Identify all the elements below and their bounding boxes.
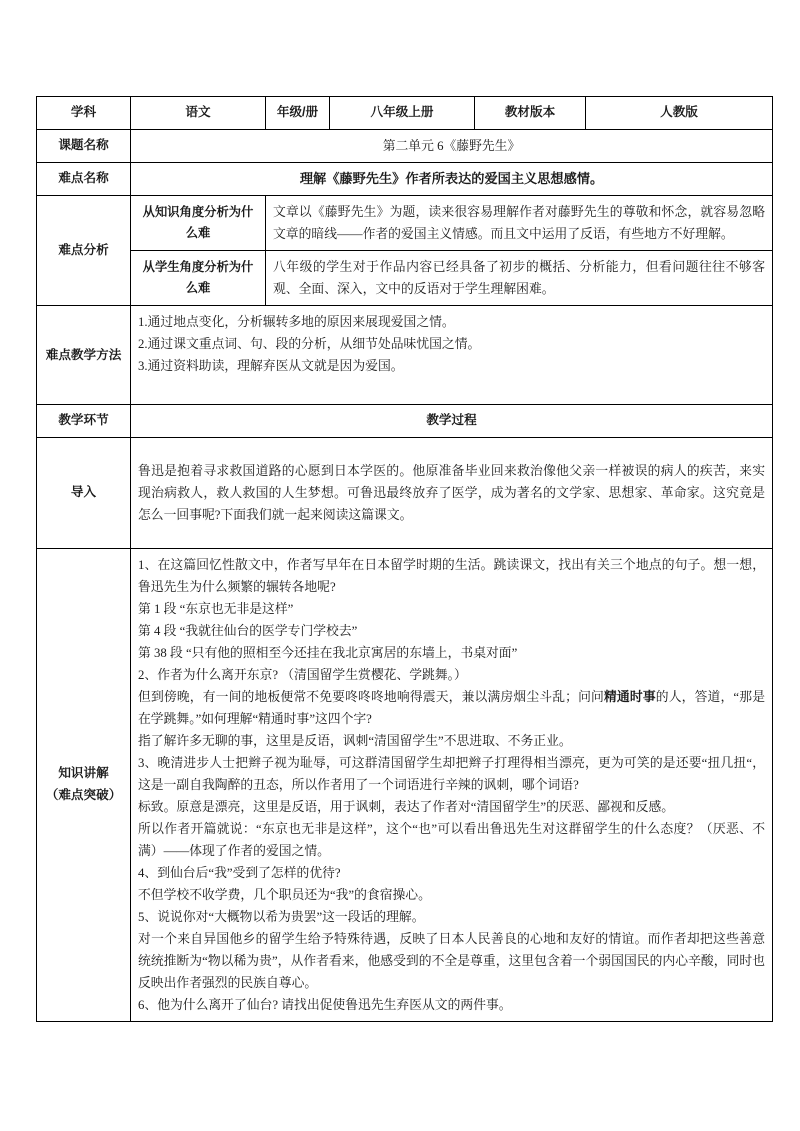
knowledge-line: 对一个来自异国他乡的留学生给予特殊待遇，反映了日本人民善良的心地和友好的情谊。而作者却把这些善意统统推断为“物以稀为贵”，从作者看来，他感受到的不全是尊重，这里包含着一个弱国国民的内心辛酸，同时也反映出作者强烈的民族自尊心。 bbox=[138, 932, 765, 991]
table-row-difficulty-analysis-knowledge bbox=[37, 196, 773, 251]
subject-label: 学科 bbox=[37, 97, 131, 130]
knowledge-line: 第 1 段 “东京也无非是这样” bbox=[138, 602, 294, 617]
introduction-label: 导入 bbox=[37, 438, 131, 549]
knowledge-line: 标致。原意是漂亮，这里是反语，用于讽刺，表达了作者对“清国留学生”的厌恶、鄙视和反感。 bbox=[138, 800, 675, 815]
introduction-text: 鲁迅是抱着寻求救国道路的心愿到日本学医的。他原准备毕业回来救治像他父亲一样被误的病人的疾苦，来实现治病救人，救人救国的人生梦想。可鲁迅最终放弃了医学，成为著名的文学家、思想家、革命家。这究竟是怎么一回事呢?下面我们就一起来阅读这篇课文。 bbox=[138, 464, 765, 523]
bold-term-jingtongshishi: 精通时事 bbox=[603, 690, 656, 705]
knowledge-line: 3、晚清进步人士把辫子视为耻辱，可这群清国留学生却把辫子打理得相当漂亮，更为可笑的是还要“扭几扭“，这是一副自我陶醉的丑态，所以作者用了一个词语进行辛辣的讽刺，哪个词语? bbox=[138, 756, 765, 793]
table-row-introduction bbox=[37, 438, 773, 549]
knowledge-label-line-1: 知识讲解 bbox=[58, 766, 109, 781]
table-row-topic bbox=[37, 129, 773, 162]
bold-term-suffix: 的人，答道，“那是在学跳舞。”如何理解“精通时事”这四个字? bbox=[138, 690, 765, 727]
knowledge-line: 不但学校不收学费，几个职员还为“我”的食宿操心。 bbox=[138, 888, 431, 903]
lesson-plan-table bbox=[36, 96, 773, 1022]
knowledge-line: 6、他为什么离开了仙台? 请找出促使鲁迅先生弃医从文的两件事。 bbox=[138, 998, 512, 1013]
knowledge-line: 1、在这篇回忆性散文中，作者写早年在日本留学时期的生活。跳读课文，找出有关三个地点的句子。想一想，鲁迅先生为什么频繁的辗转各地呢? bbox=[138, 558, 765, 595]
knowledge-explanation-content bbox=[131, 549, 773, 1022]
difficulty-analysis-label: 难点分析 bbox=[37, 196, 131, 306]
knowledge-line: 5、说说你对“大概物以希为贵罢”这一段话的理解。 bbox=[138, 910, 425, 925]
analysis-sub-label-knowledge: 从知识角度分析为什么难 bbox=[131, 196, 266, 251]
teaching-methods-label: 难点教学方法 bbox=[37, 306, 131, 405]
textbook-value: 人教版 bbox=[586, 97, 773, 130]
knowledge-line: 2、作者为什么离开东京? （清国留学生赏樱花、学跳舞。） bbox=[138, 668, 467, 683]
teaching-method-spacer bbox=[138, 377, 765, 399]
knowledge-line: 第 4 段 “我就往仙台的医学专门学校去” bbox=[138, 624, 358, 639]
grade-label: 年级/册 bbox=[266, 97, 330, 130]
table-row-knowledge-explanation bbox=[37, 549, 773, 1022]
topic-label: 课题名称 bbox=[37, 129, 131, 162]
subject-value: 语文 bbox=[131, 97, 266, 130]
table-row-difficulty-analysis-student bbox=[37, 251, 773, 306]
process-stage-label: 教学环节 bbox=[37, 405, 131, 438]
introduction-content bbox=[131, 438, 773, 549]
knowledge-line: 第 38 段 “只有他的照相至今还挂在我北京寓居的东墙上，书桌对面” bbox=[138, 646, 518, 661]
table-row-difficulty-name bbox=[37, 162, 773, 196]
knowledge-line-with-bold-term bbox=[138, 686, 765, 730]
knowledge-line: 所以作者开篇就说：“东京也无非是这样”，这个“也”可以看出鲁迅先生对这群留学生的什么态度？（厌恶、不满）——体现了作者的爱国之情。 bbox=[138, 822, 765, 859]
table-row-teaching-methods bbox=[37, 306, 773, 405]
difficulty-name-label: 难点名称 bbox=[37, 162, 131, 196]
teaching-method-line: 3.通过资料助读，理解弃医从文就是因为爱国。 bbox=[138, 359, 404, 374]
grade-value: 八年级上册 bbox=[330, 97, 475, 130]
textbook-label: 教材版本 bbox=[475, 97, 586, 130]
table-row-process-header bbox=[37, 405, 773, 438]
analysis-text-student: 八年级的学生对于作品内容已经具备了初步的概括、分析能力，但看问题往往不够客观、全面、深入，文中的反语对于学生理解困难。 bbox=[266, 251, 773, 306]
knowledge-line: 指了解许多无聊的事，这里是反语，讽刺“清国留学生”不思进取、不务正业。 bbox=[138, 734, 572, 749]
table-row-subject bbox=[37, 97, 773, 130]
analysis-sub-label-student: 从学生角度分析为什么难 bbox=[131, 251, 266, 306]
knowledge-explanation-label bbox=[37, 549, 131, 1022]
knowledge-line: 4、到仙台后“我”受到了怎样的优待? bbox=[138, 866, 341, 881]
teaching-method-line: 1.通过地点变化，分析辗转多地的原因来展现爱国之情。 bbox=[138, 315, 455, 330]
analysis-text-knowledge: 文章以《藤野先生》为题，读来很容易理解作者对藤野先生的尊敬和怀念，就容易忽略文章的暗线——作者的爱国主义情感。而且文中运用了反语，有些地方不好理解。 bbox=[266, 196, 773, 251]
teaching-method-line: 2.通过课文重点词、句、段的分析，从细节处品味忧国之情。 bbox=[138, 337, 481, 352]
bold-term-prefix: 但到傍晚，有一间的地板便常不免要咚咚咚地响得震天，兼以满房烟尘斗乱；问问 bbox=[138, 690, 604, 705]
process-header-value: 教学过程 bbox=[131, 405, 773, 438]
topic-value: 第二单元 6《藤野先生》 bbox=[131, 129, 773, 162]
difficulty-name-value: 理解《藤野先生》作者所表达的爱国主义思想感情。 bbox=[131, 162, 773, 196]
knowledge-label-line-2: （难点突破） bbox=[45, 788, 122, 803]
teaching-methods-content bbox=[131, 306, 773, 405]
